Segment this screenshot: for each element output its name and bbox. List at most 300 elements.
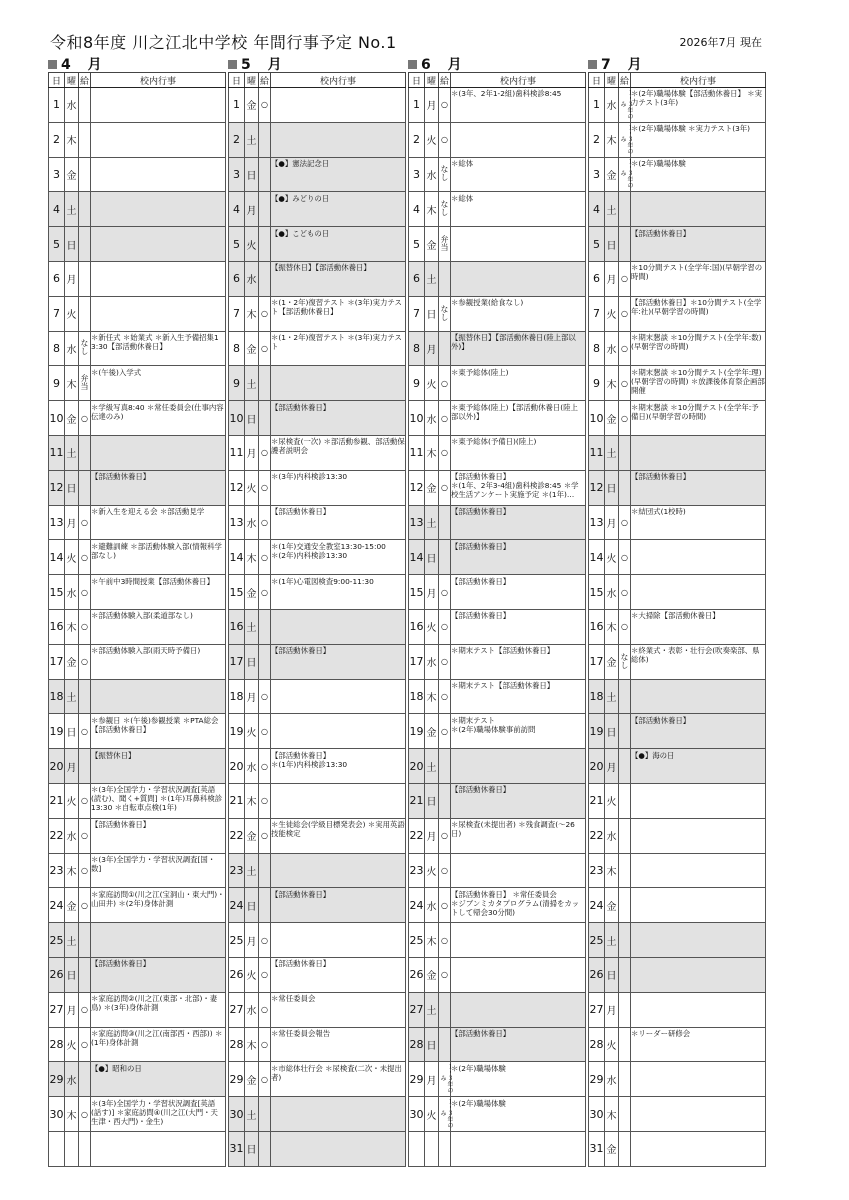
day-number: 30: [409, 1097, 425, 1132]
day-number: 12: [589, 470, 605, 505]
day-number: 15: [229, 575, 245, 610]
weekday: 木: [65, 122, 79, 157]
lunch-status: [259, 157, 271, 192]
day-number: 11: [589, 435, 605, 470]
day-number: 13: [229, 505, 245, 540]
event-cell: [451, 261, 586, 296]
day-row: [409, 401, 586, 436]
day-row: [409, 644, 586, 679]
lunch-status: ○: [259, 783, 271, 818]
event-text: 【●】憲法記念日: [271, 158, 330, 168]
day-row: [409, 714, 586, 749]
event-cell: [91, 1097, 226, 1132]
event-cell: [451, 923, 586, 958]
event-text: 【部活動休養日】: [271, 402, 331, 412]
day-row: [589, 296, 766, 331]
event-text: ＊期末懇談 ＊10分間テスト(全学年:数)(早朝学習の時間): [631, 332, 762, 351]
lunch-status: ○: [79, 818, 91, 853]
day-number: 11: [229, 435, 245, 470]
day-row: [49, 818, 226, 853]
event-text: ＊(2年)職場体験 ＊実力テスト(3年): [631, 124, 751, 134]
event-cell: [631, 122, 766, 157]
lunch-status: ○: [439, 714, 451, 749]
lunch-status: ○: [259, 818, 271, 853]
weekday: 月: [605, 749, 619, 784]
event-text: 【部活動休養日】: [451, 785, 511, 795]
lunch-status: ○: [79, 783, 91, 818]
weekday: 木: [65, 853, 79, 888]
event-cell: [631, 157, 766, 192]
weekday: 金: [65, 157, 79, 192]
weekday: 火: [65, 783, 79, 818]
day-row: [229, 192, 406, 227]
day-row: [589, 192, 766, 227]
event-cell: [91, 296, 226, 331]
day-row: [589, 470, 766, 505]
event-cell: [271, 1131, 406, 1166]
day-row: [49, 923, 226, 958]
lunch-status: ○: [619, 261, 631, 296]
day-row: [409, 575, 586, 610]
weekday: 木: [425, 435, 439, 470]
day-number: 27: [589, 992, 605, 1027]
event-cell: [451, 505, 586, 540]
day-number: 11: [49, 435, 65, 470]
weekday: 土: [605, 923, 619, 958]
event-cell: [91, 1027, 226, 1062]
lunch-status: ○: [79, 853, 91, 888]
lunch-status: [79, 331, 91, 366]
event-text: [271, 1133, 405, 1164]
event-cell: [271, 749, 406, 784]
day-row: [589, 714, 766, 749]
event-cell: [631, 261, 766, 296]
day-row: [229, 679, 406, 714]
day-number: 2: [589, 122, 605, 157]
event-text: [91, 124, 225, 155]
event-cell: [91, 888, 226, 923]
lunch-status: ○: [259, 505, 271, 540]
col-header-weekday: 曜: [425, 73, 439, 88]
weekday: 火: [425, 609, 439, 644]
month-block: [48, 56, 226, 1167]
day-number: 26: [49, 957, 65, 992]
lunch-status: ○: [259, 714, 271, 749]
lunch-note: なし: [80, 339, 89, 356]
event-cell: [91, 435, 226, 470]
event-cell: [271, 296, 406, 331]
weekday: 日: [605, 227, 619, 262]
day-number: 8: [229, 331, 245, 366]
month-header: [228, 56, 406, 72]
page-title: 令和8年度 川之江北中学校 年間行事予定 No.1: [50, 33, 397, 52]
event-cell: [271, 88, 406, 123]
month-header: [408, 56, 586, 72]
lunch-status: [619, 644, 631, 679]
day-row: [589, 157, 766, 192]
event-text: 【部活動休養日】: [271, 646, 331, 656]
weekday: 水: [425, 401, 439, 436]
day-row: [229, 923, 406, 958]
weekday: 木: [245, 783, 259, 818]
day-row: [49, 888, 226, 923]
day-number: 2: [229, 122, 245, 157]
event-text: ＊(3年)内科検診13:30: [271, 472, 348, 482]
event-text: [91, 194, 225, 225]
lunch-status: ○: [259, 1027, 271, 1062]
lunch-status: [259, 609, 271, 644]
day-number: 5: [589, 227, 605, 262]
day-number: 10: [49, 401, 65, 436]
day-number: 6: [409, 261, 425, 296]
day-number: 12: [229, 470, 245, 505]
event-cell: [631, 992, 766, 1027]
day-row: [229, 1027, 406, 1062]
day-row: [49, 957, 226, 992]
empty-cell: [439, 1131, 451, 1166]
day-row: [409, 1027, 586, 1062]
col-header-weekday: 曜: [605, 73, 619, 88]
day-number: 29: [589, 1062, 605, 1097]
day-number: 24: [589, 888, 605, 923]
weekday: 水: [425, 644, 439, 679]
day-number: 10: [589, 401, 605, 436]
lunch-status: ○: [439, 122, 451, 157]
day-row: [229, 888, 406, 923]
lunch-status: ○: [619, 401, 631, 436]
weekday: 火: [65, 1027, 79, 1062]
event-cell: [451, 609, 586, 644]
event-text: [271, 925, 405, 956]
event-cell: [91, 540, 226, 575]
day-row: [229, 818, 406, 853]
event-cell: [271, 1062, 406, 1097]
lunch-status: ○: [619, 505, 631, 540]
lunch-status: ○: [259, 992, 271, 1027]
day-number: 22: [229, 818, 245, 853]
lunch-status: [259, 401, 271, 436]
lunch-status: [619, 679, 631, 714]
weekday: 日: [425, 1027, 439, 1062]
weekday: 土: [425, 992, 439, 1027]
day-number: 18: [49, 679, 65, 714]
event-text: 【部活動休養日】: [451, 576, 511, 586]
day-number: 9: [409, 366, 425, 401]
day-row: [409, 992, 586, 1027]
day-row: [229, 644, 406, 679]
event-text: ＊期末懇談 ＊10分間テスト(全学年:予備日)(早朝学習の時間): [631, 402, 759, 421]
day-row: [589, 122, 766, 157]
event-cell: [91, 227, 226, 262]
event-cell: [271, 227, 406, 262]
lunch-note: なし: [440, 165, 449, 182]
day-row: [49, 783, 226, 818]
lunch-status: ○: [259, 331, 271, 366]
square-marker-icon: [588, 60, 597, 69]
lunch-note: 弁当: [80, 374, 89, 391]
empty-cell: [79, 1131, 91, 1166]
weekday: 火: [605, 296, 619, 331]
event-text: 【部活動休養日】: [631, 472, 691, 482]
event-text: ＊東予総体(陸上): [451, 367, 509, 377]
day-row: [409, 888, 586, 923]
col-header-day: 日: [409, 73, 425, 88]
lunch-status: [439, 540, 451, 575]
lunch-status: [79, 366, 91, 401]
day-number: 5: [409, 227, 425, 262]
day-row: [409, 192, 586, 227]
event-cell: [91, 401, 226, 436]
event-text: ＊(1・2年)復習テスト ＊(3年)実力テスト: [271, 332, 402, 351]
weekday: 月: [605, 505, 619, 540]
weekday: 水: [65, 818, 79, 853]
event-cell: [91, 679, 226, 714]
day-row: [49, 1097, 226, 1132]
weekday: 木: [605, 1097, 619, 1132]
weekday: 火: [605, 1027, 619, 1062]
event-text: ＊10分間テスト(全学年:国)(早朝学習の時間): [631, 263, 763, 282]
lunch-status: [259, 644, 271, 679]
day-row: [49, 1027, 226, 1062]
event-cell: [451, 331, 586, 366]
weekday: 日: [65, 957, 79, 992]
event-cell: [271, 1027, 406, 1062]
day-number: 26: [229, 957, 245, 992]
event-cell: [271, 540, 406, 575]
lunch-status: [439, 783, 451, 818]
day-row: [229, 1097, 406, 1132]
event-cell: [631, 1097, 766, 1132]
day-number: 20: [229, 749, 245, 784]
day-row: [589, 331, 766, 366]
day-row: [229, 609, 406, 644]
lunch-status: ○: [79, 609, 91, 644]
lunch-status: [619, 749, 631, 784]
lunch-status: [619, 783, 631, 818]
day-row: [49, 505, 226, 540]
event-text: 【部活動休養日】 ＊(1年)内科検診13:30: [271, 750, 348, 769]
lunch-status: [259, 192, 271, 227]
event-text: [271, 89, 405, 120]
weekday: 水: [605, 88, 619, 123]
day-number: 27: [229, 992, 245, 1027]
day-row: [409, 1097, 586, 1132]
day-number: 19: [409, 714, 425, 749]
weekday: 月: [65, 992, 79, 1027]
event-text: ＊(2年)職場体験: [451, 1063, 506, 1073]
month-table: [48, 72, 226, 1167]
event-cell: [631, 331, 766, 366]
month-header: [588, 56, 766, 72]
event-text: [91, 159, 225, 190]
day-number: 5: [49, 227, 65, 262]
lunch-status: [79, 1062, 91, 1097]
event-cell: [631, 296, 766, 331]
weekday: 木: [425, 923, 439, 958]
event-text: 【振替休日】【部活動休養日】: [271, 263, 371, 273]
event-cell: [271, 575, 406, 610]
day-number: 7: [49, 296, 65, 331]
weekday: 水: [605, 1062, 619, 1097]
weekday: 月: [425, 818, 439, 853]
event-cell: [91, 261, 226, 296]
event-text: [451, 229, 585, 260]
col-header-day: 日: [229, 73, 245, 88]
day-row: [589, 923, 766, 958]
day-number: 28: [589, 1027, 605, 1062]
day-number: 24: [229, 888, 245, 923]
day-row: [589, 88, 766, 123]
lunch-status: ○: [439, 923, 451, 958]
month-label: 4 月: [61, 57, 108, 73]
event-cell: [271, 157, 406, 192]
day-row: [589, 992, 766, 1027]
day-row: [229, 783, 406, 818]
event-cell: [631, 714, 766, 749]
weekday: 土: [245, 609, 259, 644]
day-row: [229, 88, 406, 123]
event-text: ＊(3年)全国学力・学習状況調査[英語(読む)、聞く+質問] ＊(1年)耳鼻科検診13:30 ＊自転車点検(1年): [91, 785, 223, 813]
event-text: [631, 1099, 765, 1130]
weekday: 金: [245, 818, 259, 853]
month-table: [408, 72, 586, 1167]
event-text: ＊家庭訪問①(川之江(宝洞山・東大門)・山田井) ＊(2年)身体計測: [91, 889, 225, 908]
lunch-status: [259, 261, 271, 296]
event-text: ＊午前中3時間授業【部活動休養日】: [91, 576, 214, 586]
event-cell: [631, 227, 766, 262]
weekday: 水: [245, 505, 259, 540]
event-cell: [91, 575, 226, 610]
col-header-events: 校内行事: [271, 73, 406, 88]
lunch-status: ○: [259, 923, 271, 958]
day-number: 3: [409, 157, 425, 192]
day-row: [409, 435, 586, 470]
weekday: 日: [65, 470, 79, 505]
lunch-status: [79, 192, 91, 227]
weekday: 木: [425, 192, 439, 227]
weekday: 金: [425, 714, 439, 749]
day-row: [589, 575, 766, 610]
empty-cell: [49, 1131, 65, 1166]
event-cell: [451, 957, 586, 992]
event-text: [91, 925, 225, 956]
weekday: 日: [65, 227, 79, 262]
weekday: 日: [605, 470, 619, 505]
weekday: 土: [65, 923, 79, 958]
event-cell: [451, 783, 586, 818]
event-text: [631, 820, 765, 851]
event-cell: [631, 575, 766, 610]
day-number: 13: [409, 505, 425, 540]
lunch-status: [79, 749, 91, 784]
event-text: [631, 925, 765, 956]
day-row: [409, 923, 586, 958]
event-cell: [91, 609, 226, 644]
col-header-lunch: 給: [619, 73, 631, 88]
event-cell: [451, 435, 586, 470]
lunch-status: ○: [79, 992, 91, 1027]
event-cell: [451, 992, 586, 1027]
day-number: 31: [229, 1131, 245, 1166]
day-row: [49, 157, 226, 192]
weekday: 土: [65, 679, 79, 714]
lunch-status: ○: [259, 679, 271, 714]
event-text: ＊結団式(1校時): [631, 506, 686, 516]
event-text: [91, 437, 225, 468]
event-cell: [91, 853, 226, 888]
day-row: [229, 714, 406, 749]
event-text: ＊避難訓練 ＊部活動体験入部(情報科学部なし): [91, 541, 222, 560]
event-cell: [451, 749, 586, 784]
event-text: 【部活動休養日】 ＊(1年、2年3-4組)歯科検診8:45 ＊学校生活アンケート実施予定 ＊(1年)…: [451, 472, 579, 500]
event-text: ＊参観授業(給食なし): [451, 298, 524, 308]
event-text: 【部活動休養日】: [271, 959, 331, 969]
day-number: 22: [49, 818, 65, 853]
day-row: [409, 331, 586, 366]
lunch-note: １・３年のみ: [619, 88, 633, 119]
day-row: [589, 261, 766, 296]
day-number: 29: [229, 1062, 245, 1097]
event-text: [631, 959, 765, 990]
day-row: [589, 401, 766, 436]
day-row: [49, 679, 226, 714]
weekday: 月: [245, 192, 259, 227]
day-number: 17: [589, 644, 605, 679]
event-cell: [91, 88, 226, 123]
event-cell: [631, 644, 766, 679]
weekday: 月: [245, 923, 259, 958]
day-row: [409, 853, 586, 888]
event-text: ＊尿検査(未提出者) ＊残食調査(～26日): [451, 820, 575, 839]
weekday: 土: [65, 192, 79, 227]
day-row: [49, 470, 226, 505]
lunch-status: [619, 714, 631, 749]
event-text: ＊市総体壮行会 ＊尿検査(二次・未提出者): [271, 1063, 402, 1082]
event-cell: [451, 853, 586, 888]
lunch-note: １・３年のみ: [619, 158, 633, 189]
day-number: 16: [229, 609, 245, 644]
event-text: 【部活動休養日】: [451, 611, 511, 621]
month-label: 5 月: [241, 57, 288, 73]
day-row: [229, 296, 406, 331]
weekday: 水: [65, 575, 79, 610]
weekday: 日: [605, 714, 619, 749]
event-cell: [91, 157, 226, 192]
event-cell: [451, 1097, 586, 1132]
event-cell: [91, 192, 226, 227]
event-cell: [631, 540, 766, 575]
event-cell: [451, 818, 586, 853]
day-row: [229, 992, 406, 1027]
day-row: [409, 366, 586, 401]
event-cell: [451, 575, 586, 610]
weekday: 日: [65, 714, 79, 749]
col-header-lunch: 給: [259, 73, 271, 88]
weekday: 火: [65, 540, 79, 575]
event-cell: [91, 505, 226, 540]
lunch-status: [619, 888, 631, 923]
weekday: 日: [245, 888, 259, 923]
day-number: 22: [409, 818, 425, 853]
day-row: [409, 227, 586, 262]
weekday: 火: [605, 540, 619, 575]
event-text: ＊大掃除【部活動休養日】: [631, 611, 720, 621]
event-text: ＊(午後)入学式: [91, 367, 142, 377]
day-number: 6: [229, 261, 245, 296]
weekday: 木: [605, 122, 619, 157]
weekday: 月: [245, 435, 259, 470]
day-number: 20: [589, 749, 605, 784]
